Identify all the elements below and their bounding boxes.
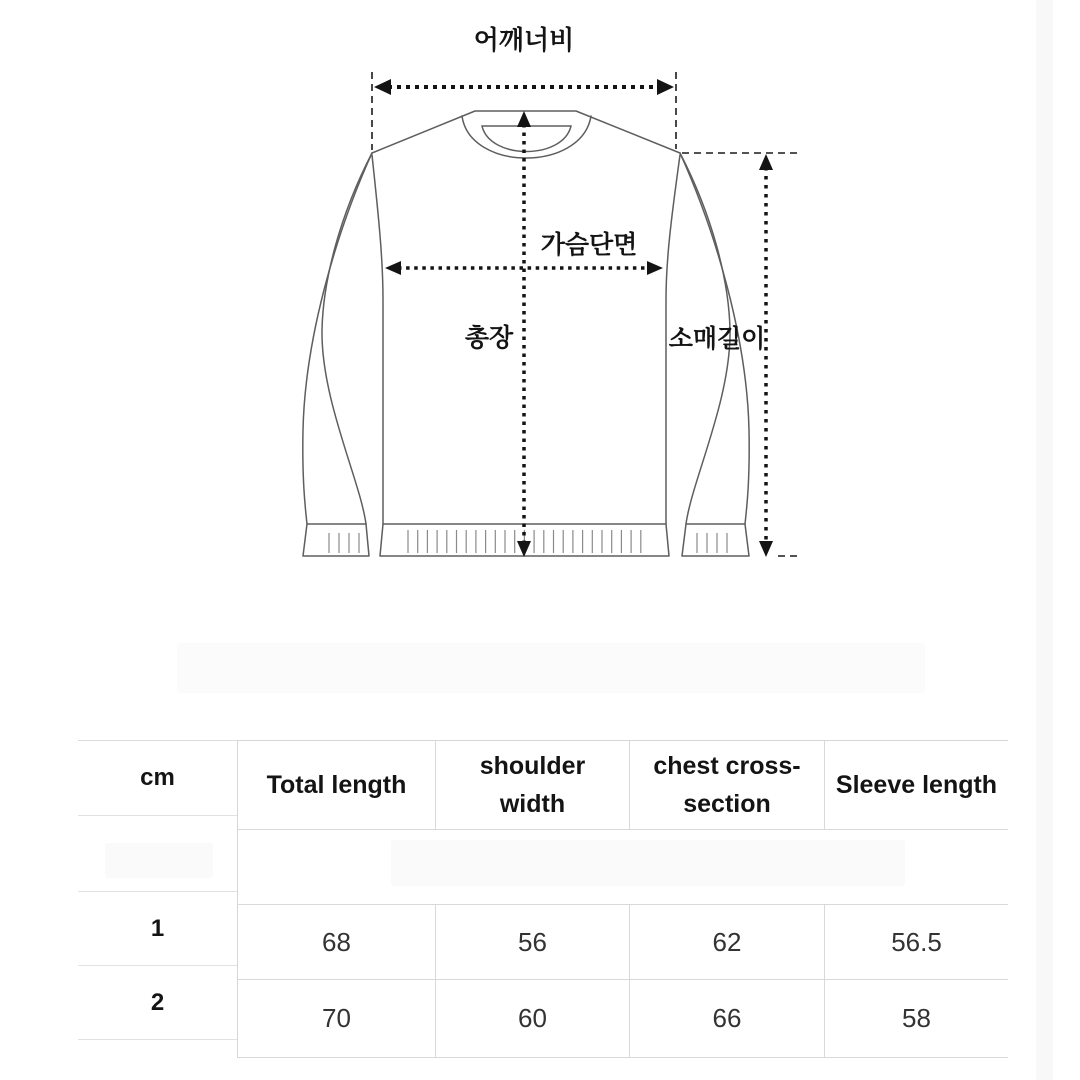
total-length-arrow (517, 111, 531, 557)
table-cell: 58 (825, 980, 1008, 1058)
size-table-data-columns[interactable] (237, 740, 1008, 1058)
unit-empty-cell (78, 816, 237, 892)
table-cell: 56.5 (825, 905, 1008, 980)
col-header-shoulder-width: shoulder width (436, 741, 630, 830)
sweater-left-sleeve-seam (322, 153, 372, 524)
table-cell: 56 (436, 905, 630, 980)
label-chest-section: 가슴단면 (540, 231, 638, 259)
table-cell: 70 (238, 980, 436, 1058)
col-header-sleeve-length: Sleeve length (825, 741, 1008, 830)
arrowhead-right (657, 79, 674, 95)
label-total-length: 총장 (464, 324, 514, 352)
table-cell: 68 (238, 905, 436, 980)
arrowhead-up (759, 154, 773, 170)
row-label: 2 (78, 966, 237, 1040)
unit-header-cell: cm (78, 741, 237, 816)
size-table-unit-column (78, 740, 237, 1040)
arrowhead-left (385, 261, 401, 275)
table-cell: 62 (630, 905, 825, 980)
label-shoulder-width: 어깨너비 (473, 25, 575, 55)
arrowhead-down (517, 541, 531, 557)
col-header-chest-cross-section: chest cross-section (630, 741, 825, 830)
sweater-right-cuff (682, 524, 749, 556)
empty-row (238, 830, 1008, 905)
size-table (78, 740, 1007, 1060)
table-cell: 66 (630, 980, 825, 1058)
sweater-collar-inner-arc (482, 126, 571, 152)
table-row (238, 905, 1008, 980)
arrowhead-down (759, 541, 773, 557)
table-row (238, 980, 1008, 1058)
left-cuff-rib-lines (329, 533, 359, 553)
arrowhead-up (517, 111, 531, 127)
faded-caption-band (177, 643, 925, 693)
sweater-body-left-edge (372, 155, 383, 524)
table-cell: 60 (436, 980, 630, 1058)
header-row (238, 741, 1008, 830)
sleeve-length-arrow (759, 154, 773, 557)
row-label: 1 (78, 892, 237, 966)
sweater-left-sleeve-outer (303, 153, 372, 524)
scrollbar-track[interactable] (1036, 0, 1053, 1080)
col-header-total-length: Total length (238, 741, 436, 830)
label-sleeve-length: 소매길이 (668, 325, 766, 353)
arrowhead-left (374, 79, 391, 95)
shoulder-width-arrow (374, 79, 674, 95)
arrowhead-right (647, 261, 663, 275)
empty-cell (238, 830, 1008, 905)
guide-lines (372, 72, 800, 556)
right-cuff-rib-lines (697, 533, 727, 553)
